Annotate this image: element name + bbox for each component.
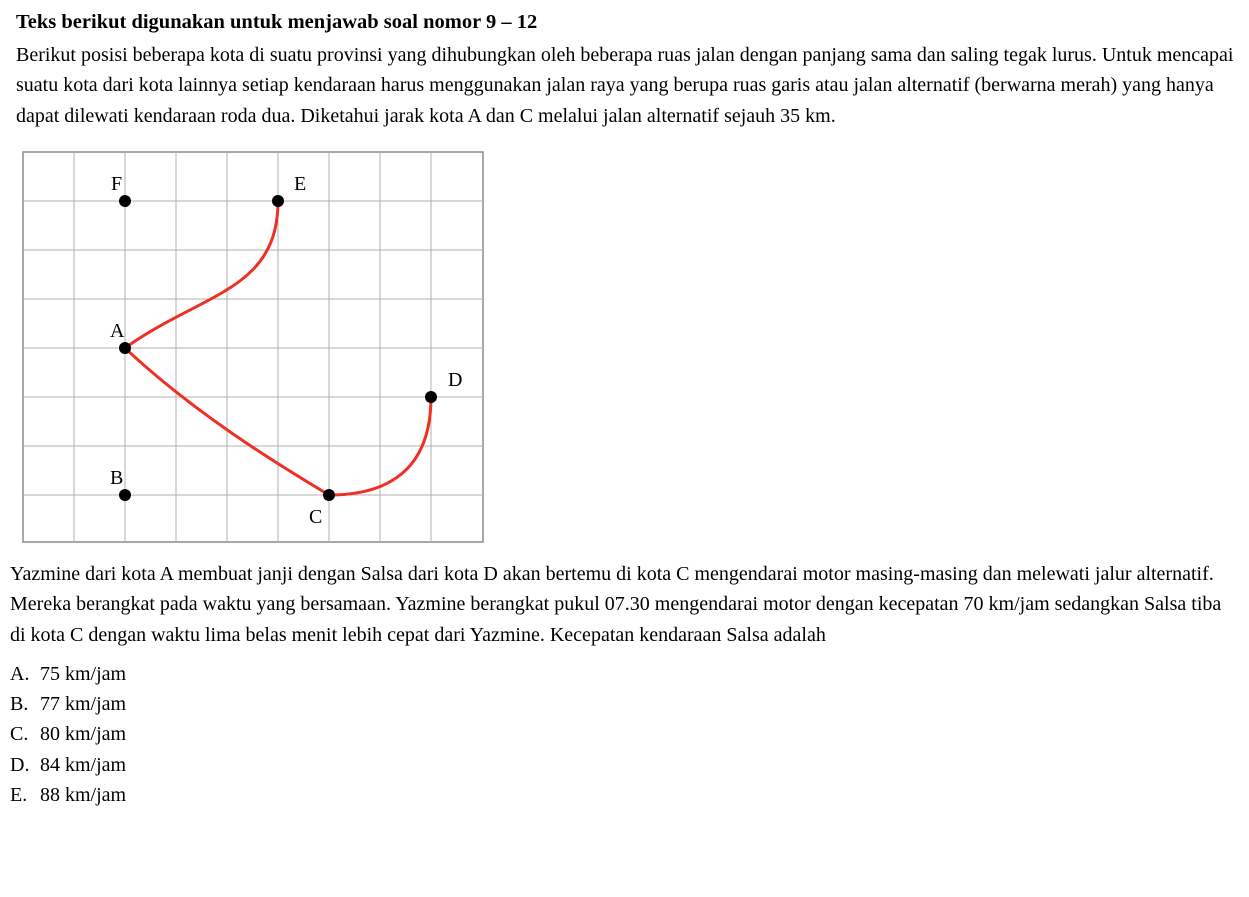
label-b: B <box>110 466 124 489</box>
question-body: Yazmine dari kota A membuat janji dengan Salsa dari kota D akan bertemu di kota C mengendarai motor masing-masing dan melewati jalur alternatif. Mereka berangkat pada waktu yang bersamaan. Yazmine berangkat pukul 07.30 mengendarai motor dengan kecepatan 70 km/jam sedangkan Salsa tiba di kota C dengan waktu lima belas menit lebih cepat dari Yazmine. Kecepatan kendaraan Salsa adalah <box>10 562 1222 647</box>
point-a <box>119 342 131 354</box>
point-d <box>425 391 437 403</box>
point-e <box>272 195 284 207</box>
label-d: D <box>448 368 463 391</box>
page-title: Teks berikut digunakan untuk menjawab soal nomor 9 – 12 <box>16 11 538 33</box>
option-letter: E. <box>10 784 28 807</box>
option-text: 75 km/jam <box>40 662 127 685</box>
grid-diagram <box>22 151 484 543</box>
option-row[interactable] <box>10 750 1241 780</box>
label-f: F <box>111 172 123 195</box>
option-letter: C. <box>10 723 29 746</box>
option-text: 77 km/jam <box>40 693 127 716</box>
label-a: A <box>110 319 125 342</box>
city-map-figure <box>22 151 1241 543</box>
option-letter: D. <box>10 753 30 776</box>
option-text: 88 km/jam <box>40 784 127 807</box>
label-e: E <box>294 172 307 195</box>
option-row[interactable] <box>10 689 1241 719</box>
label-c: C <box>309 505 323 528</box>
point-f <box>119 195 131 207</box>
option-text: 84 km/jam <box>40 753 127 776</box>
option-row[interactable] <box>10 780 1241 810</box>
intro-paragraph: Berikut posisi beberapa kota di suatu provinsi yang dihubungkan oleh beberapa ruas jalan dengan panjang sama dan saling tegak lurus. Untuk mencapai suatu kota dari kota lainnya setiap kendaraan harus menggunakan jalan raya yang berupa ruas garis atau jalan alternatif (berwarna merah) yang hanya dapat dilewati kendaraan roda dua. Diketahui jarak kota A dan C melalui jalan alternatif sejauh 35 km. <box>16 43 1234 127</box>
answer-options <box>10 659 1241 811</box>
option-row[interactable] <box>10 659 1241 689</box>
option-letter: A. <box>10 662 30 685</box>
option-row[interactable] <box>10 719 1241 749</box>
grid-border <box>23 152 483 542</box>
option-text: 80 km/jam <box>40 723 127 746</box>
point-c <box>323 489 335 501</box>
option-letter: B. <box>10 693 29 716</box>
point-b <box>119 489 131 501</box>
